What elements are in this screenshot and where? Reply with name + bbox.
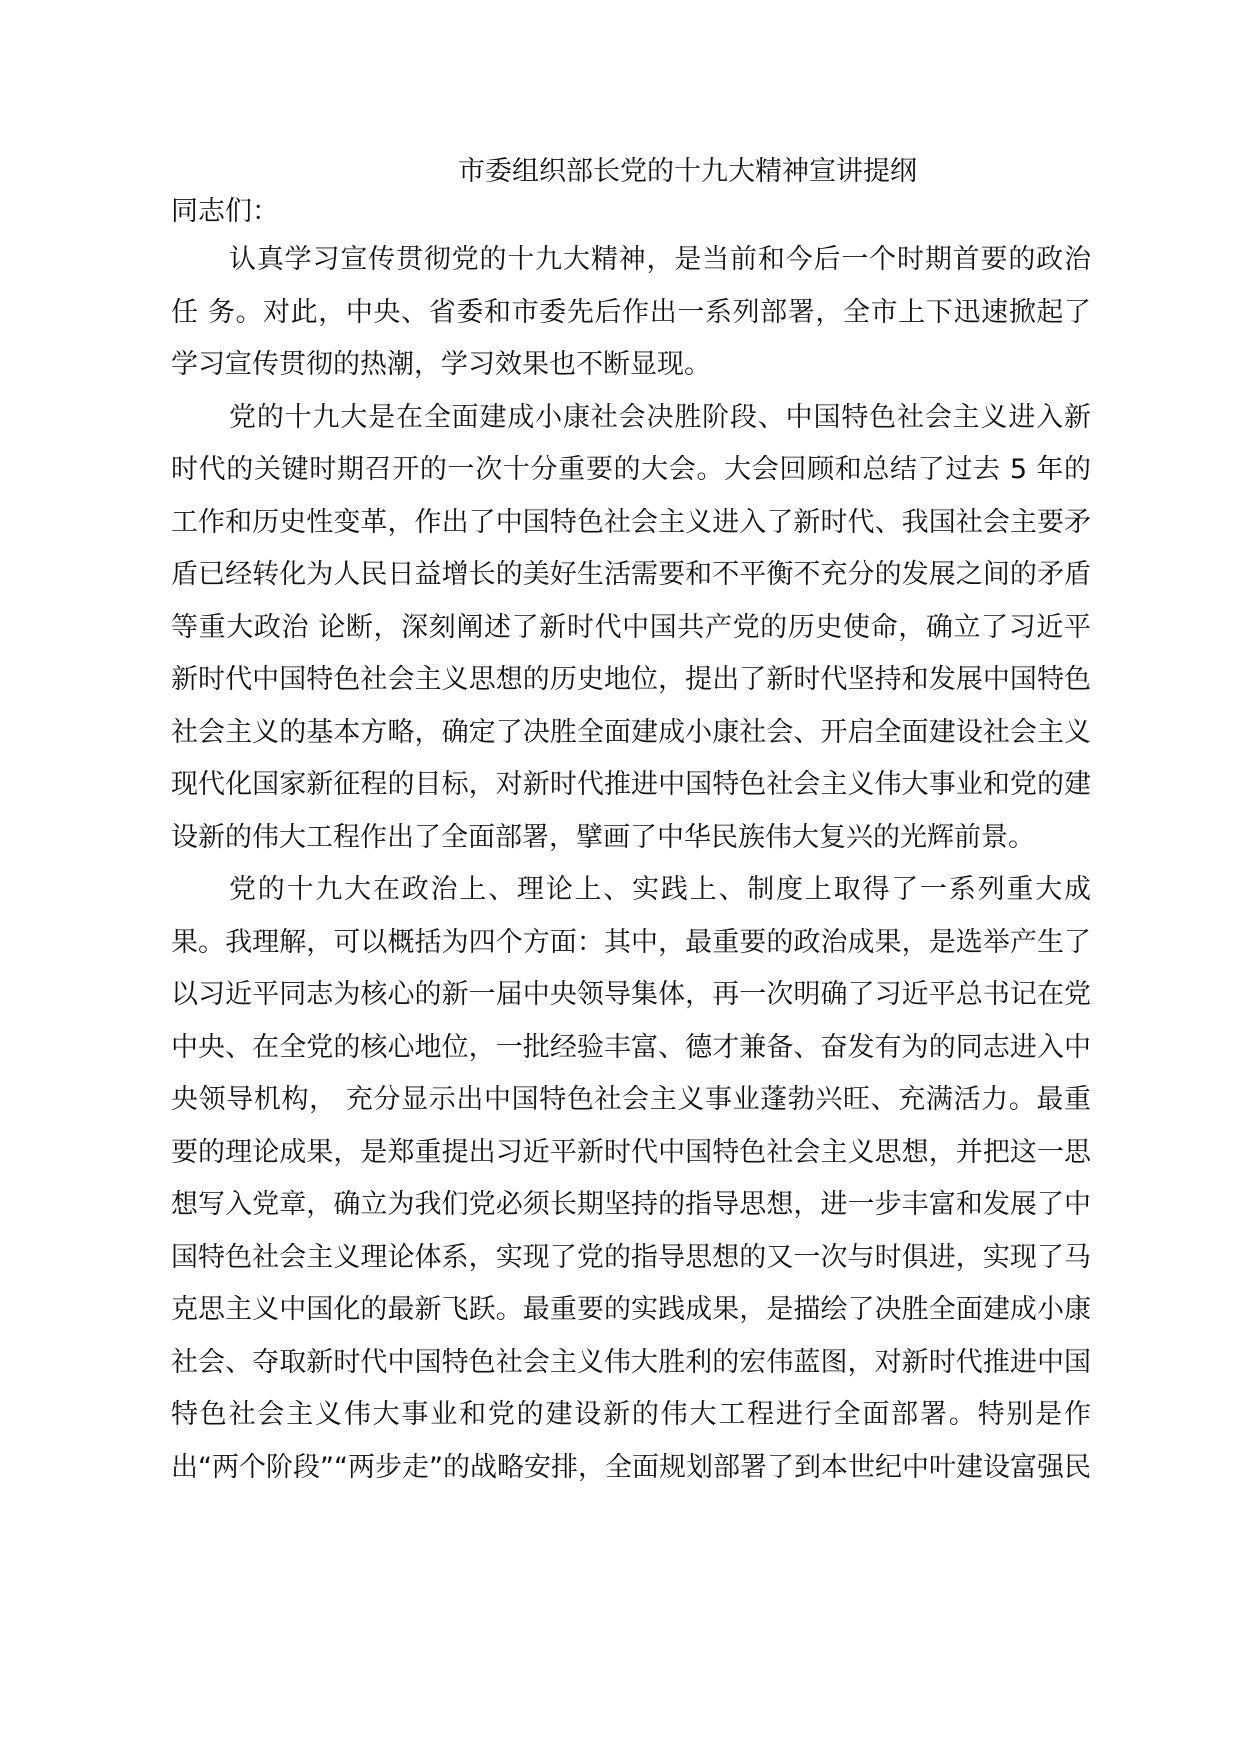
salutation: 同志们： (171, 196, 279, 227)
document-body (171, 194, 1091, 1494)
paragraph-3: 党的十九大在政治上、理论上、实践上、制度上取得了一系列重大成果。我理解，可以概括为四个方面：其中，最重要的政治成果，是选举产生了以习近平同志为核心的新一届中央领导集体，再一次明确了习近平总书记在党中央、在全党的核心地位，一批经验丰富、德才兼备、奋发有为的同志进入中央领导机构， 充分显示出中国特色社会主义事业蓬勃兴旺、充满活力。最重要的理论成果，是郑重提出习近平新时代中国特色社会主义思想，并把这一思想写入党章，确立为我们党必须长期坚持的指导思想，进一步丰富和发展了中国特色社会主义理论体系，实现了党的指导思想的又一次与时俱进，实现了马克思主义中国化的最新飞跃。最重要的实践成果，是描绘了决胜全面建成小康社会、夺取新时代中国特色社会主义伟大胜利的宏伟蓝图，对新时代推进中国特色社会主义伟大事业和党的建设新的伟大工程进行全面部署。特别是作出“两个阶段”“两步走”的战略安排，全面规划部署了到本世纪中叶建设富强民 (171, 874, 1091, 1483)
document-title: 市委组织部长党的十九大精神宣讲提纲 (458, 156, 917, 187)
paragraph-2: 党的十九大是在全面建成小康社会决胜阶段、中国特色社会主义进入新时代的关键时期召开的一次十分重要的大会。大会回顾和总结了过去 5 年的工作和历史性变革，作出了中国特色社会主义进入了新时代、我国社会主要矛盾已经转化为人民日益增长的美好生活需要和不平衡不充分的发展之间的矛盾等重大政治 论断，深刻阐述了新时代中国共产党的历史使命，确立了习近平新时代中国特色社会主义思想的历史地位，提出了新时代坚持和发展中国特色社会主义的基本方略，确定了决胜全面建成小康社会、开启全面建设社会主义现代化国家新征程的目标，对新时代推进中国特色社会主义伟大事业和党的建设新的伟大工程作出了全面部署，擘画了中华民族伟大复兴的光辉前景。 (171, 401, 1091, 853)
paragraph-1: 认真学习宣传贯彻党的十九大精神，是当前和今后一个时期首要的政治任 务。对此，中央、省委和市委先后作出一系列部署，全市上下迅速掀起了学习宣传贯彻的热潮，学习效果也不断显现。 (171, 244, 1091, 380)
